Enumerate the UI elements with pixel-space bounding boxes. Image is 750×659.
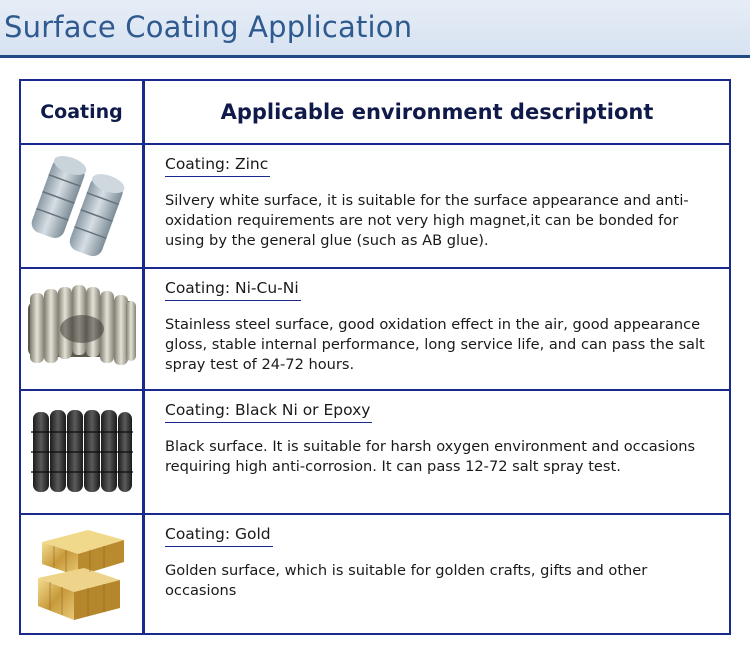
table-row: [145, 269, 729, 391]
table-row-image: [21, 145, 145, 269]
coating-title: Coating: Zinc: [165, 154, 270, 177]
header-coating: Coating: [21, 81, 145, 145]
black-epoxy-magnets-icon: [29, 406, 135, 498]
coating-description: Stainless steel surface, good oxidation effect in the air, good appearance gloss, stable internal performance, long service life, and can pass the salt spray test of 24-72 hours.: [165, 316, 705, 373]
table-row: [145, 391, 729, 515]
header-description: Applicable environment descriptiont: [145, 81, 729, 145]
page-title: Surface Coating Application: [4, 10, 413, 44]
page-banner: [0, 0, 750, 58]
coating-title: Coating: Ni-Cu-Ni: [165, 278, 301, 301]
table-row-image: [21, 269, 145, 391]
coating-description: Silvery white surface, it is suitable for the surface appearance and anti-oxidation requirements are not very high magnet,it can be bonded for using by the general glue (such as AB glue).: [165, 192, 689, 249]
coating-description: Black surface. It is suitable for harsh oxygen environment and occasions requiring high anti-corrosion. It can pass 12-72 salt spray test.: [165, 438, 696, 475]
table-row: [145, 515, 729, 633]
table-row-image: [21, 515, 145, 633]
coating-title: Coating: Gold: [165, 524, 273, 547]
coating-table: [19, 79, 731, 635]
gold-cube-magnets-icon: [32, 522, 132, 626]
table-row: [145, 145, 729, 269]
nickel-cylinder-magnets-icon: [24, 279, 140, 379]
coating-description: Golden surface, which is suitable for golden crafts, gifts and other occasions: [165, 562, 648, 599]
coating-title: Coating: Black Ni or Epoxy: [165, 400, 372, 423]
zinc-magnet-stack-icon: [28, 154, 136, 258]
table-row-image: [21, 391, 145, 515]
